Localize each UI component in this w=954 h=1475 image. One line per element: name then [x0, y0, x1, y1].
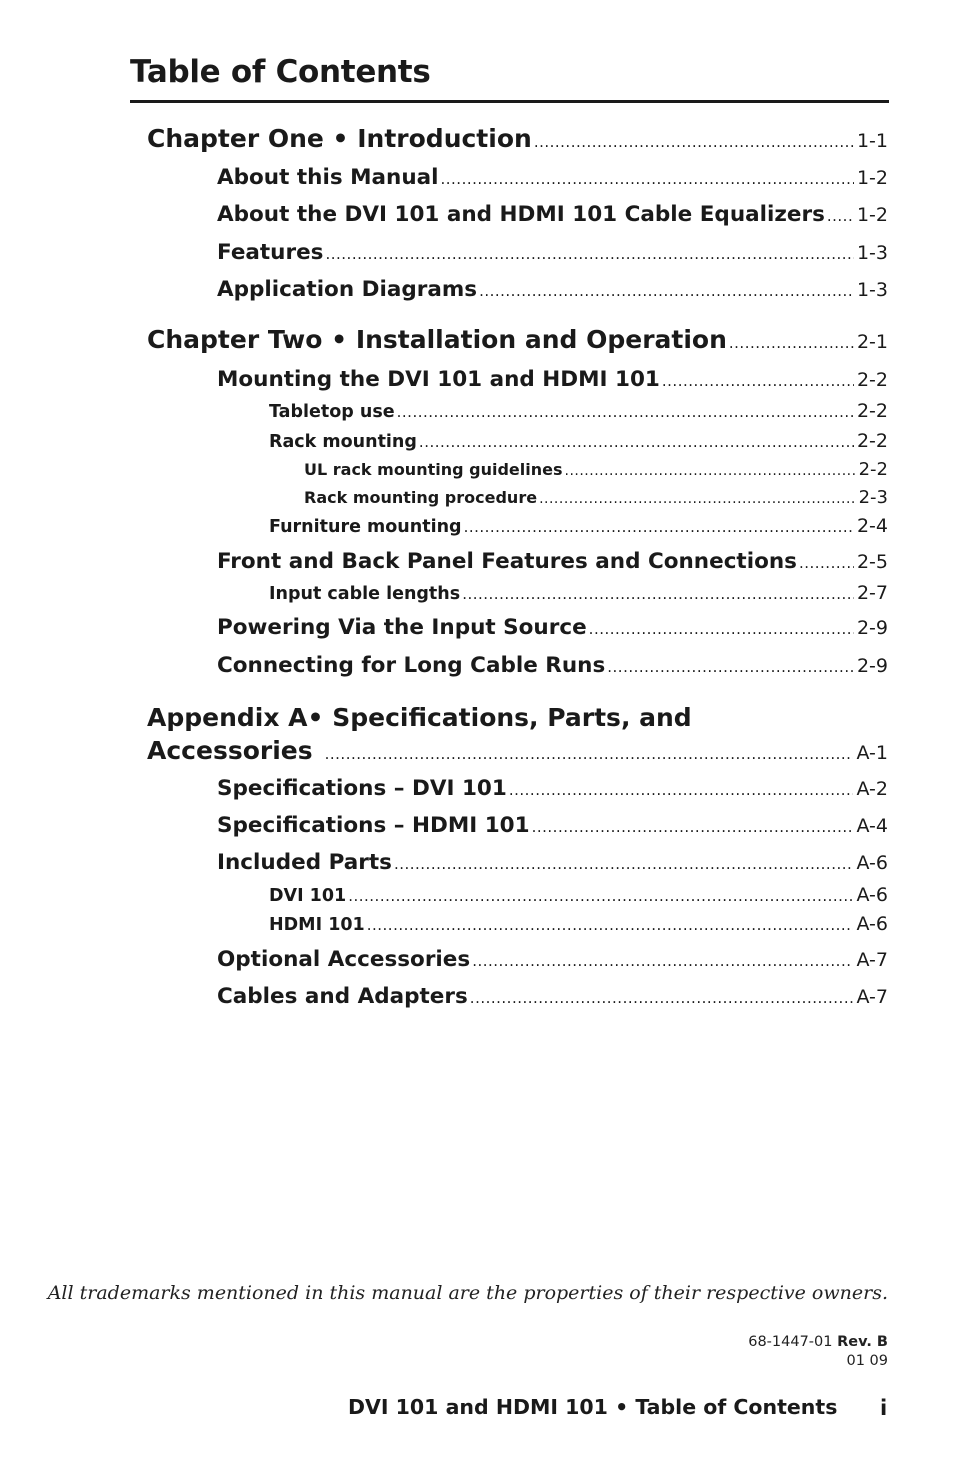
toc-entry-powering[interactable] [217, 615, 888, 640]
toc-entry-label: Specifications – DVI 101 [217, 776, 507, 801]
toc-page-number: 1-2 [856, 167, 888, 189]
toc-page-number: 2-4 [856, 515, 888, 537]
document-number-block [748, 1333, 888, 1371]
toc-page-number: 2-7 [856, 582, 888, 604]
leader-dots [367, 916, 854, 934]
toc-page-number: 2-1 [856, 331, 888, 353]
toc-page-number: A-4 [856, 815, 888, 837]
leader-dots [565, 463, 856, 479]
leader-dots [534, 133, 854, 151]
toc-entry-label: HDMI 101 [269, 915, 365, 935]
toc-entry-label: DVI 101 [269, 886, 347, 906]
leader-dots [462, 585, 854, 603]
toc-page-number: A-7 [856, 986, 888, 1008]
toc-entry-spec-hdmi[interactable] [217, 813, 888, 838]
date-code: 01 09 [846, 1353, 888, 1369]
leader-dots [589, 620, 854, 638]
leader-dots [729, 334, 854, 352]
toc-page-number: 1-1 [856, 130, 888, 152]
toc-entry-cables-adapters[interactable] [217, 984, 888, 1009]
toc-entry-label: Optional Accessories [217, 947, 471, 972]
leader-dots [472, 952, 853, 970]
toc-page-number: 2-2 [856, 430, 888, 452]
toc-entry-rack-procedure[interactable] [304, 487, 888, 508]
toc-entry-chapter-two[interactable] [147, 325, 888, 354]
leader-dots [827, 207, 854, 225]
trademark-footnote: All trademarks mentioned in this manual are the properties of their respective owners. [47, 1282, 888, 1304]
leader-dots [470, 989, 854, 1007]
toc-entry-label: Powering Via the Input Source [217, 615, 587, 640]
toc-entry-label: Front and Back Panel Features and Connections [217, 549, 797, 574]
toc-entry-mounting[interactable] [217, 367, 888, 392]
toc-entry-label: Tabletop use [269, 402, 395, 422]
leader-dots [479, 282, 854, 300]
leader-dots [441, 170, 854, 188]
title-rule [130, 100, 889, 103]
leader-dots [419, 433, 854, 451]
toc-entry-label: Included Parts [217, 850, 392, 875]
toc-entry-label: Chapter One • Introduction [147, 124, 532, 153]
toc-entry-chapter-one[interactable] [147, 124, 888, 153]
toc-entry-about-equalizers[interactable] [217, 202, 888, 227]
toc-entry-label: Input cable lengths [269, 584, 461, 604]
toc-entry-tabletop-use[interactable] [269, 400, 888, 422]
toc-page-number: A-2 [856, 778, 888, 800]
toc-entry-label: About this Manual [217, 165, 439, 190]
toc-page-number: 2-5 [856, 551, 888, 573]
leader-dots [394, 855, 854, 873]
toc-entry-label: UL rack mounting guidelines [304, 460, 563, 479]
toc-entry-parts-dvi[interactable] [269, 884, 888, 906]
toc-entry-label: Application Diagrams [217, 277, 478, 302]
toc-page-number: 2-2 [858, 459, 888, 480]
toc-entry-about-manual[interactable] [217, 165, 888, 190]
toc-page-number: 2-3 [858, 487, 888, 508]
toc-page-number: 2-2 [856, 369, 888, 391]
toc-entry-cable-lengths[interactable] [269, 582, 888, 604]
toc-entry-label: Rack mounting [269, 432, 417, 452]
leader-dots [325, 745, 854, 763]
toc-page-number: A-7 [856, 949, 888, 971]
leader-dots [662, 372, 854, 390]
toc-page-number: 2-9 [856, 617, 888, 639]
document-number: 68-1447-01 [748, 1334, 833, 1350]
toc-entry-label: Rack mounting procedure [304, 488, 538, 507]
toc-appendix-heading-line1: Appendix A• Specifications, Parts, and [147, 703, 692, 732]
toc-page-number: A-6 [856, 884, 888, 906]
toc-entry-label: Mounting the DVI 101 and HDMI 101 [217, 367, 660, 392]
toc-entry-label: Connecting for Long Cable Runs [217, 653, 606, 678]
leader-dots [539, 491, 856, 507]
leader-dots [397, 403, 854, 421]
toc-entry-included-parts[interactable] [217, 850, 888, 875]
toc-entry-furniture-mounting[interactable] [269, 515, 888, 537]
toc-entry-label: Features [217, 240, 324, 265]
toc-entry-label: Accessories [147, 736, 313, 765]
leader-dots [348, 887, 853, 905]
toc-entry-long-runs[interactable] [217, 653, 888, 678]
toc-entry-application-diagrams[interactable] [217, 277, 888, 302]
toc-page-number: A-6 [856, 913, 888, 935]
leader-dots [607, 658, 854, 676]
toc-entry-label: Chapter Two • Installation and Operation [147, 325, 727, 354]
leader-dots [464, 518, 854, 536]
toc-entry-optional-accessories[interactable] [217, 947, 888, 972]
toc-entry-spec-dvi[interactable] [217, 776, 888, 801]
toc-page-number: 1-3 [856, 279, 888, 301]
toc-entry-label: Furniture mounting [269, 517, 462, 537]
toc-entry-appendix-a[interactable] [147, 736, 888, 765]
toc-entry-panels[interactable] [217, 549, 888, 574]
toc-entry-features[interactable] [217, 240, 888, 265]
leader-dots [325, 245, 853, 263]
toc-entry-label: Cables and Adapters [217, 984, 468, 1009]
leader-dots [509, 781, 854, 799]
toc-page-number: A-1 [856, 742, 888, 764]
toc-page-number: A-6 [856, 852, 888, 874]
toc-entry-label: Specifications – HDMI 101 [217, 813, 530, 838]
running-footer: DVI 101 and HDMI 101 • Table of Contents [348, 1395, 838, 1419]
toc-entry-parts-hdmi[interactable] [269, 913, 888, 935]
toc-entry-ul-guidelines[interactable] [304, 459, 888, 480]
toc-page-number: 1-3 [856, 242, 888, 264]
toc-page-number: 2-9 [856, 655, 888, 677]
leader-dots [532, 818, 854, 836]
revision: Rev. B [837, 1334, 888, 1350]
toc-entry-label: About the DVI 101 and HDMI 101 Cable Equalizers [217, 202, 825, 227]
page-title: Table of Contents [130, 54, 431, 90]
toc-entry-rack-mounting[interactable] [269, 430, 888, 452]
toc-page-number: 1-2 [856, 204, 888, 226]
leader-dots [799, 554, 854, 572]
toc-page-number: 2-2 [856, 400, 888, 422]
page-number: i [880, 1396, 888, 1420]
